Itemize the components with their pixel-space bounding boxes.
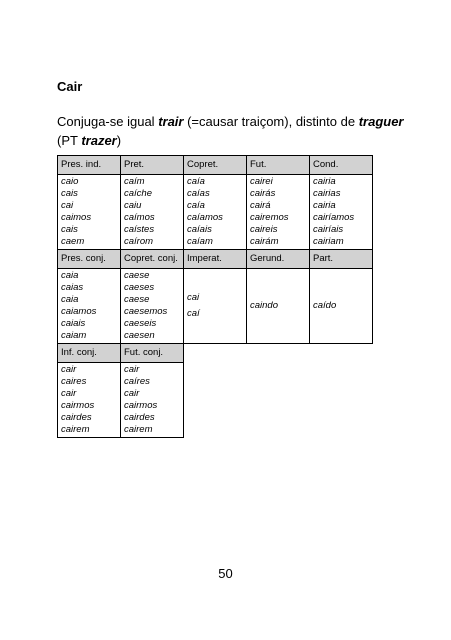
conjugation-table (57, 155, 373, 438)
form: cairem (61, 424, 90, 435)
form: caese (124, 270, 150, 281)
form: caeses (124, 282, 155, 293)
form: cairíamos (313, 212, 355, 223)
cell-part (310, 269, 373, 344)
intro-verb-traguer: traguer (358, 114, 404, 129)
form: caia (61, 270, 79, 281)
form: cairíais (313, 224, 344, 235)
intro-text-3: (PT (57, 133, 82, 148)
table-header-row (58, 250, 373, 269)
form: caireis (250, 224, 278, 235)
header-fut-conj: Fut. conj. (121, 344, 184, 363)
form: caias (61, 282, 84, 293)
form: caires (61, 376, 87, 387)
header-pres-ind: Pres. ind. (58, 156, 121, 175)
header-gerund: Gerund. (247, 250, 310, 269)
header-inf-conj: Inf. conj. (58, 344, 121, 363)
form: cairmos (61, 400, 95, 411)
form: cairdes (124, 412, 155, 423)
table-header-row (58, 156, 373, 175)
form: caem (61, 236, 85, 247)
form: cai (187, 292, 200, 303)
form: caías (187, 188, 210, 199)
cell-fut (247, 175, 310, 250)
table-row (58, 363, 373, 438)
header-copret: Copret. (184, 156, 247, 175)
form: caía (187, 200, 205, 211)
intro-text-2: (=causar traiçom), distinto de (183, 114, 359, 129)
form: cair (124, 388, 140, 399)
form: cai (61, 200, 74, 211)
form: cais (61, 224, 78, 235)
form: cairei (250, 176, 273, 187)
form: caiu (124, 200, 142, 211)
intro-text-1: Conjuga-se igual (57, 114, 159, 129)
form: caiais (61, 318, 86, 329)
form: cair (124, 364, 140, 375)
form: cairia (313, 200, 336, 211)
cell-gerund (247, 269, 310, 344)
cell-inf-conj (58, 363, 121, 438)
form: caesen (124, 330, 155, 341)
cell-copret-conj (121, 269, 184, 344)
table-header-row (58, 344, 373, 363)
form: cairemos (250, 212, 289, 223)
form: caiam (61, 330, 87, 341)
header-copret-conj: Copret. conj. (121, 250, 184, 269)
form: cairiam (313, 236, 344, 247)
form: cairá (250, 200, 271, 211)
form: cair (61, 388, 77, 399)
form: caímos (124, 212, 155, 223)
form: cairás (250, 188, 276, 199)
form: caese (124, 294, 150, 305)
form: caía (187, 176, 205, 187)
page-number: 50 (218, 566, 233, 581)
form: cairia (313, 176, 336, 187)
form: caeseis (124, 318, 157, 329)
form: caído (313, 300, 337, 311)
header-imperat: Imperat. (184, 250, 247, 269)
header-part: Part. (310, 250, 373, 269)
form: caím (124, 176, 145, 187)
header-pret: Pret. (121, 156, 184, 175)
table-row (58, 175, 373, 250)
form: caírom (124, 236, 154, 247)
cell-pres-conj (58, 269, 121, 344)
intro-text-4: ) (116, 133, 122, 148)
form: caíam (187, 236, 213, 247)
form: cairem (124, 424, 153, 435)
form: cairias (313, 188, 341, 199)
form: caístes (124, 224, 155, 235)
form: caí (187, 308, 200, 319)
cell-copret (184, 175, 247, 250)
cell-cond (310, 175, 373, 250)
form: caíais (187, 224, 212, 235)
form: caio (61, 176, 79, 187)
form: caindo (250, 300, 278, 311)
form: cairdes (61, 412, 92, 423)
form: caia (61, 294, 79, 305)
header-fut: Fut. (247, 156, 310, 175)
cell-imperat (184, 269, 247, 344)
form: caíres (124, 376, 150, 387)
form: caíche (124, 188, 152, 199)
cell-pres-ind (58, 175, 121, 250)
form: cais (61, 188, 78, 199)
cell-pret (121, 175, 184, 250)
table-row (58, 269, 373, 344)
form: caesemos (124, 306, 168, 317)
form: caimos (61, 212, 92, 223)
form: caíamos (187, 212, 223, 223)
intro-paragraph (57, 112, 417, 150)
verb-title: Cair (57, 79, 83, 94)
header-cond: Cond. (310, 156, 373, 175)
form: cairám (250, 236, 279, 247)
intro-verb-trazer: trazer (81, 133, 117, 148)
header-pres-conj: Pres. conj. (58, 250, 121, 269)
form: cair (61, 364, 77, 375)
form: caiamos (61, 306, 97, 317)
intro-verb-trair: trair (158, 114, 184, 129)
form: cairmos (124, 400, 158, 411)
cell-fut-conj (121, 363, 184, 438)
